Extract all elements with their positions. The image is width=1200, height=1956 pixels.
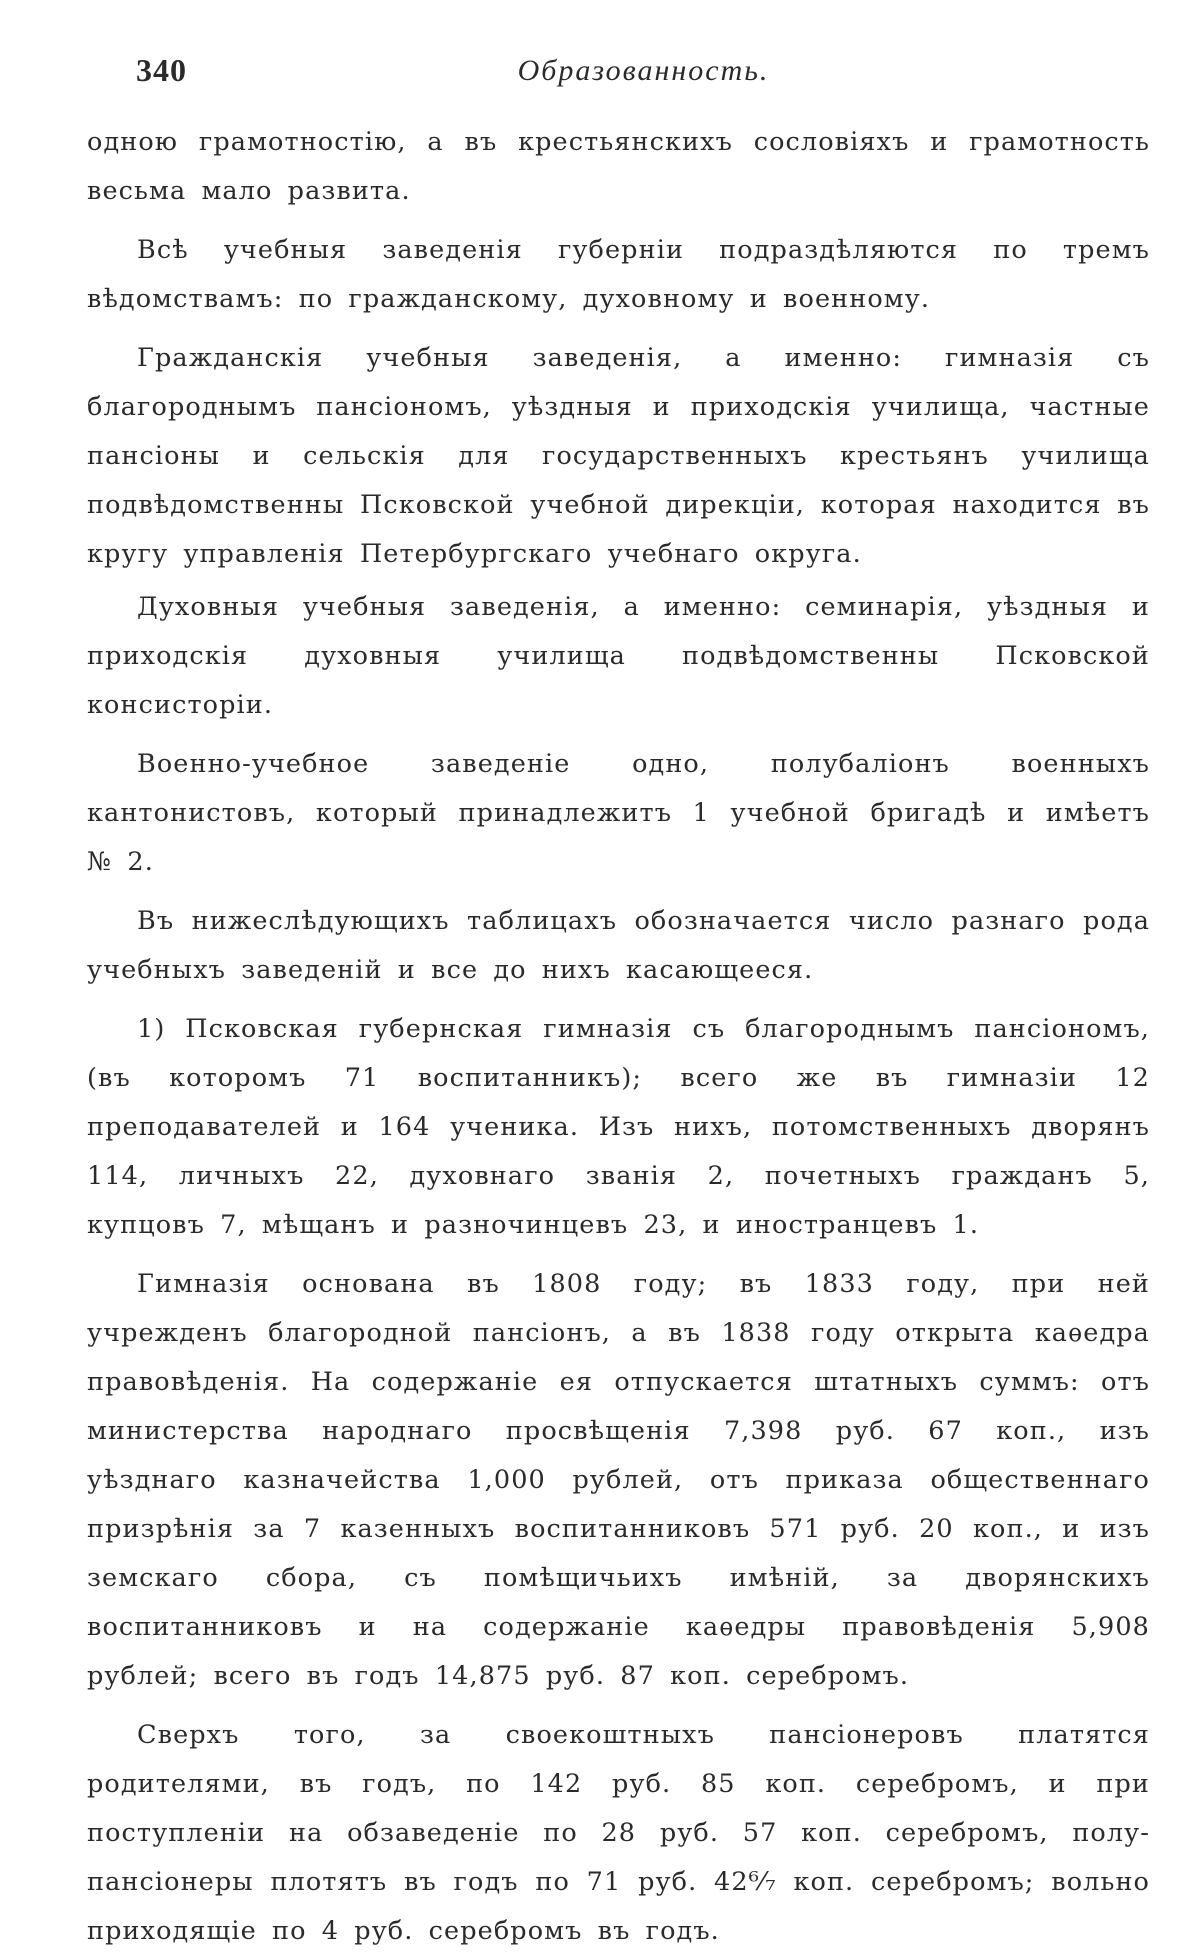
page-number: 340 bbox=[136, 52, 187, 88]
paragraph-church-schools: Духовныя учебныя заведенія, а именно: семинарія, уѣздныя и приходскія духовныя училища подвѣдомственны Псковской консисторіи. bbox=[87, 592, 1150, 720]
paragraph-gymnasium-funding: Гимназія основана въ 1808 году; въ 1833 году, при ней учрежденъ благородной пансіонъ, а въ 1838 году открыта каѳедра правовѣденія. На содержаніе ея отпускается штатныхъ суммъ: отъ министерства народнаго просвѣщенія 7,398 руб. 67 коп., изъ уѣзднаго казначейства 1,000 рублей, отъ приказа общественнаго призрѣнія за 7 казенныхъ воспитанниковъ 571 руб. 20 коп., и изъ земскаго сбора, съ помѣщичьихъ имѣній, за дворянскихъ воспитанниковъ и на содержаніе каѳедры правовѣденія 5,908 рублей; всего въ годъ 14,875 руб. 87 коп. серебромъ. bbox=[87, 1269, 1150, 1691]
paragraph-departments: Всѣ учебныя заведенія губерніи подраздѣляются по тремъ вѣдомствамъ: по гражданскому, духовному и военному. bbox=[87, 235, 1150, 314]
running-title: Образованность. bbox=[517, 54, 770, 87]
paragraph-tables-note: Въ нижеслѣдующихъ таблицахъ обозначается число разнаго рода учебныхъ заведеній и все до нихъ касающееся. bbox=[87, 906, 1150, 985]
body-text bbox=[87, 118, 1150, 1956]
paragraph-continuation: одною грамотностію, а въ крестьянскихъ сословіяхъ и грамотность весьма мало развита. bbox=[87, 127, 1150, 206]
paragraph-civil-schools: Гражданскія учебныя заведенія, а именно: гимназія съ благороднымъ пансіономъ, уѣздныя и приходскія училища, частные пансіоны и сельскія для государственныхъ крестьянъ училища подвѣдомственны Псковской учебной дирекціи, которая находится въ кругу управленія Петербургскаго учебнаго округа. bbox=[87, 343, 1150, 569]
paragraph-boarding-fees: Сверхъ того, за своекоштныхъ пансіонеровъ платятся родителями, въ годъ, по 142 руб. 85 коп. серебромъ, и при поступленіи на обзаведеніе по 28 руб. 57 коп. серебромъ, полу-пансіонеры плотятъ въ годъ по 71 руб. 42⁶⁄₇ коп. серебромъ; вольно приходящіе по 4 руб. серебромъ въ годъ. bbox=[87, 1720, 1150, 1946]
paragraph-gymnasium: 1) Псковская губернская гимназія съ благороднымъ пансіономъ, (въ которомъ 71 воспитанникъ); всего же въ гимназіи 12 преподавателей и 164 ученика. Изъ нихъ, потомственныхъ дворянъ 114, личныхъ 22, духовнаго званія 2, почетныхъ гражданъ 5, купцовъ 7, мѣщанъ и разночинцевъ 23, и иностранцевъ 1. bbox=[87, 1014, 1150, 1240]
page-header bbox=[136, 52, 1151, 92]
paragraph-military-school: Военно-учебное заведеніе одно, полубаліонъ военныхъ кантонистовъ, который принадлежитъ 1 учебной бригадѣ и имѣетъ № 2. bbox=[87, 749, 1150, 877]
